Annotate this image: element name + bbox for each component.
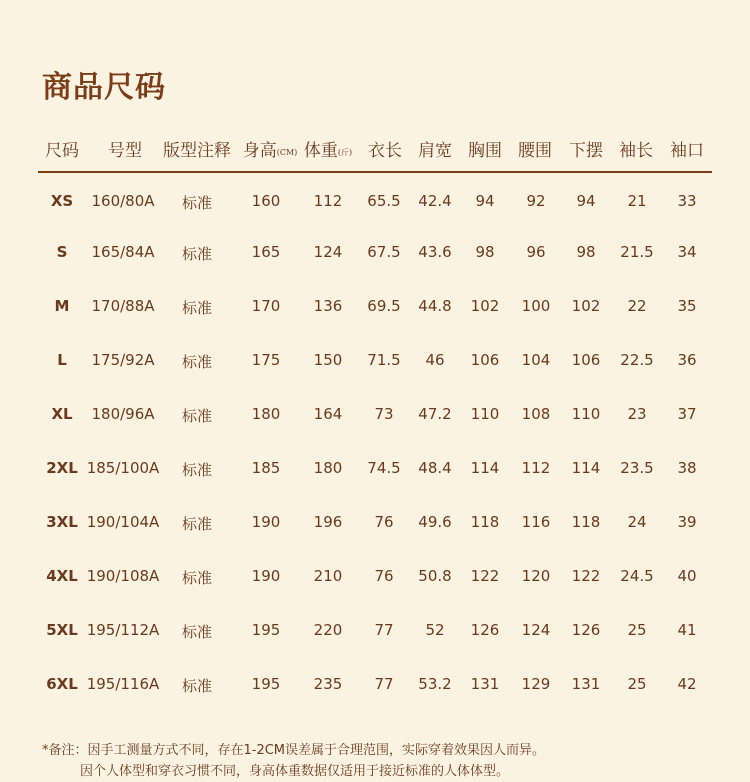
- cell-size: L: [57, 351, 67, 369]
- cell-shoulder: 43.6: [418, 243, 452, 261]
- cell-cuff: 41: [677, 621, 697, 639]
- cell-sleeve: 22.5: [620, 351, 654, 369]
- cell-height: 180: [251, 405, 281, 423]
- table-row: [0, 405, 750, 435]
- cell-length: 76: [374, 513, 394, 531]
- header-length: [368, 136, 402, 161]
- cell-cuff: 37: [677, 405, 697, 423]
- cell-code: 195/116A: [86, 675, 160, 693]
- header-height-label: 身高: [242, 141, 277, 161]
- cell-size: M: [54, 297, 70, 315]
- table-row: [0, 513, 750, 543]
- cell-length: 76: [374, 567, 394, 585]
- cell-height: 190: [251, 513, 281, 531]
- table-row: [0, 675, 750, 705]
- header-shoulder: [418, 136, 452, 161]
- cell-waist: 129: [521, 675, 551, 693]
- cell-length: 69.5: [367, 297, 401, 315]
- cell-waist: 120: [521, 567, 551, 585]
- cell-sleeve: 25: [627, 621, 647, 639]
- cell-chest: 131: [470, 675, 500, 693]
- cell-sleeve: 24.5: [620, 567, 654, 585]
- cell-hem: 122: [571, 567, 601, 585]
- header-code-label: 号型: [108, 141, 142, 161]
- cell-weight: 124: [313, 243, 343, 261]
- cell-fit: 标准: [181, 407, 213, 425]
- cell-height: 195: [251, 675, 281, 693]
- page-title: 商品尺码: [42, 70, 166, 105]
- cell-sleeve: 21: [627, 192, 647, 210]
- cell-fit: 标准: [181, 623, 213, 641]
- table-row: [0, 192, 750, 222]
- cell-shoulder: 53.2: [418, 675, 452, 693]
- header-weight: [304, 136, 352, 161]
- cell-fit: 标准: [181, 245, 213, 263]
- cell-chest: 94: [475, 192, 495, 210]
- header-waist: [518, 136, 552, 161]
- header-shoulder-label: 肩宽: [418, 141, 452, 161]
- cell-cuff: 34: [677, 243, 697, 261]
- cell-cuff: 40: [677, 567, 697, 585]
- cell-waist: 124: [521, 621, 551, 639]
- cell-sleeve: 22: [627, 297, 647, 315]
- cell-shoulder: 42.4: [418, 192, 452, 210]
- cell-weight: 136: [313, 297, 343, 315]
- header-waist-label: 腰围: [518, 141, 552, 161]
- cell-code: 190/108A: [86, 567, 160, 585]
- cell-cuff: 42: [677, 675, 697, 693]
- cell-size: 3XL: [46, 513, 78, 531]
- cell-shoulder: 48.4: [418, 459, 452, 477]
- header-length-label: 衣长: [368, 141, 402, 161]
- cell-weight: 220: [313, 621, 343, 639]
- header-hem: [569, 136, 603, 161]
- cell-size: S: [56, 243, 68, 261]
- cell-hem: 102: [571, 297, 601, 315]
- cell-height: 185: [251, 459, 281, 477]
- cell-waist: 92: [526, 192, 546, 210]
- cell-waist: 112: [521, 459, 551, 477]
- header-cuff: [670, 136, 704, 161]
- header-sleeve: [619, 136, 653, 161]
- cell-sleeve: 23.5: [620, 459, 654, 477]
- cell-waist: 96: [526, 243, 546, 261]
- cell-waist: 100: [521, 297, 551, 315]
- header-fit-label: 版型注释: [163, 141, 231, 161]
- cell-fit: 标准: [181, 461, 213, 479]
- cell-code: 175/92A: [91, 351, 155, 369]
- cell-height: 160: [251, 192, 281, 210]
- cell-waist: 108: [521, 405, 551, 423]
- cell-size: 5XL: [46, 621, 78, 639]
- cell-weight: 150: [313, 351, 343, 369]
- cell-shoulder: 44.8: [418, 297, 452, 315]
- header-weight-label: 体重: [303, 141, 338, 161]
- cell-fit: 标准: [181, 299, 213, 317]
- cell-hem: 118: [571, 513, 601, 531]
- cell-code: 165/84A: [91, 243, 155, 261]
- cell-fit: 标准: [181, 194, 213, 212]
- cell-chest: 114: [470, 459, 500, 477]
- cell-size: XL: [51, 405, 73, 423]
- cell-weight: 164: [313, 405, 343, 423]
- cell-sleeve: 25: [627, 675, 647, 693]
- cell-weight: 180: [313, 459, 343, 477]
- header-sleeve-label: 袖长: [619, 141, 653, 161]
- cell-cuff: 38: [677, 459, 697, 477]
- cell-length: 74.5: [367, 459, 401, 477]
- cell-code: 160/80A: [91, 192, 155, 210]
- cell-hem: 131: [571, 675, 601, 693]
- table-row: [0, 297, 750, 327]
- cell-shoulder: 46: [425, 351, 445, 369]
- header-hem-label: 下摆: [569, 141, 603, 161]
- cell-code: 185/100A: [86, 459, 160, 477]
- cell-waist: 116: [521, 513, 551, 531]
- cell-fit: 标准: [181, 515, 213, 533]
- cell-hem: 114: [571, 459, 601, 477]
- footnote-line-2: 因个人体型和穿衣习惯不同，身高体重数据仅适用于接近标准的人体体型。: [80, 764, 510, 779]
- cell-size: 6XL: [46, 675, 78, 693]
- cell-sleeve: 24: [627, 513, 647, 531]
- cell-cuff: 33: [677, 192, 697, 210]
- cell-weight: 210: [313, 567, 343, 585]
- cell-length: 77: [374, 621, 394, 639]
- cell-height: 170: [251, 297, 281, 315]
- cell-size: 4XL: [46, 567, 78, 585]
- cell-chest: 98: [475, 243, 495, 261]
- cell-chest: 106: [470, 351, 500, 369]
- cell-shoulder: 49.6: [418, 513, 452, 531]
- table-row: [0, 567, 750, 597]
- cell-height: 175: [251, 351, 281, 369]
- cell-chest: 126: [470, 621, 500, 639]
- header-divider: [38, 171, 712, 173]
- cell-fit: 标准: [181, 353, 213, 371]
- cell-height: 195: [251, 621, 281, 639]
- cell-cuff: 36: [677, 351, 697, 369]
- header-chest-label: 胸围: [468, 141, 502, 161]
- cell-shoulder: 47.2: [418, 405, 452, 423]
- header-size: [45, 136, 79, 161]
- cell-length: 77: [374, 675, 394, 693]
- header-chest: [468, 136, 502, 161]
- cell-shoulder: 52: [425, 621, 445, 639]
- cell-length: 73: [374, 405, 394, 423]
- header-code: [108, 136, 142, 161]
- header-height: [243, 136, 298, 161]
- cell-length: 67.5: [367, 243, 401, 261]
- cell-sleeve: 23: [627, 405, 647, 423]
- cell-weight: 235: [313, 675, 343, 693]
- cell-hem: 106: [571, 351, 601, 369]
- cell-code: 180/96A: [91, 405, 155, 423]
- cell-size: 2XL: [46, 459, 78, 477]
- cell-waist: 104: [521, 351, 551, 369]
- header-fit: [163, 136, 231, 161]
- footnote-line-1: *备注：因手工测量方式不同，存在1-2CM误差属于合理范围，实际穿着效果因人而异。: [42, 743, 546, 758]
- table-row: [0, 621, 750, 651]
- cell-hem: 110: [571, 405, 601, 423]
- header-weight-unit: (斤): [337, 148, 353, 157]
- cell-chest: 118: [470, 513, 500, 531]
- cell-chest: 122: [470, 567, 500, 585]
- cell-weight: 196: [313, 513, 343, 531]
- cell-hem: 98: [576, 243, 596, 261]
- cell-hem: 94: [576, 192, 596, 210]
- cell-code: 195/112A: [86, 621, 160, 639]
- cell-fit: 标准: [181, 569, 213, 587]
- size-table-header: [40, 136, 712, 166]
- cell-shoulder: 50.8: [418, 567, 452, 585]
- cell-height: 165: [251, 243, 281, 261]
- cell-cuff: 39: [677, 513, 697, 531]
- cell-cuff: 35: [677, 297, 697, 315]
- header-height-unit: (CM): [276, 148, 298, 157]
- table-row: [0, 243, 750, 273]
- table-row: [0, 351, 750, 381]
- cell-code: 170/88A: [91, 297, 155, 315]
- header-cuff-label: 袖口: [670, 141, 704, 161]
- table-row: [0, 459, 750, 489]
- cell-length: 71.5: [367, 351, 401, 369]
- cell-code: 190/104A: [86, 513, 160, 531]
- cell-hem: 126: [571, 621, 601, 639]
- cell-chest: 102: [470, 297, 500, 315]
- cell-sleeve: 21.5: [620, 243, 654, 261]
- cell-height: 190: [251, 567, 281, 585]
- cell-size: XS: [50, 192, 74, 210]
- cell-chest: 110: [470, 405, 500, 423]
- cell-fit: 标准: [181, 677, 213, 695]
- header-size-label: 尺码: [45, 141, 79, 161]
- cell-weight: 112: [313, 192, 343, 210]
- cell-length: 65.5: [367, 192, 401, 210]
